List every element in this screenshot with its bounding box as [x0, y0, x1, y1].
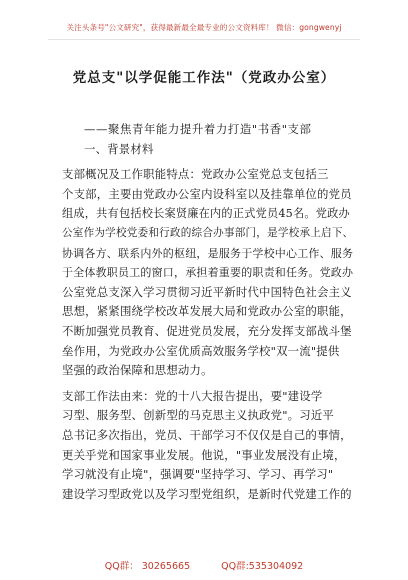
paragraph-line: 学习就没有止境"，强调要"坚持学习、学习、再学习"	[62, 467, 334, 482]
paragraph-1	[62, 165, 354, 381]
paragraph-line: 总书记多次指出，党员、干部学习不仅仅是自己的事情，	[62, 427, 352, 442]
document-subtitle: ——聚焦青年能力提升着力打造"书香"支部	[84, 122, 312, 136]
document-body	[62, 120, 354, 504]
paragraph-line: 垒作用，为党政办公室优质高效服务学校"双一流"提供	[62, 343, 340, 358]
header-banner: 关注头条号"公文研究"，获得最新最全最专业的公文资料库！ 微信：gongwenyj	[66, 23, 342, 32]
paragraph-line: 支部工作法由来：党的十八大报告提出，要"建设学	[62, 388, 323, 403]
footer-qq-group-1: QQ群： 30265665	[104, 561, 191, 572]
paragraph-line: 组成，共有包括校长案贤廉在内的正式党员45名。党政办	[62, 207, 350, 221]
paragraph-2	[62, 387, 354, 505]
section-heading: 一、背景材料	[84, 141, 154, 156]
footer-contact	[0, 558, 408, 572]
footer-qq-group-2: QQ群:535304092	[221, 561, 304, 572]
paragraph-line: 于全体教职员工的窗口，承担着重要的职责和任务。党政办	[62, 266, 354, 280]
paragraph-line: 思想，紧紧围绕学校改革发展大局和党政办公室的职能，	[62, 304, 352, 319]
document-title: 党总支"以学促能工作法"（党政办公室）	[72, 70, 336, 86]
paragraph-line: 公室作为学校党委和行政的综合办事部门，是学校承上启下、	[62, 226, 354, 239]
paragraph-line: 建设学习型政党以及学习型党组织，是新时代党建工作的	[62, 486, 352, 501]
paragraph-line: 更关乎党和国家事业发展。他说，"事业发展没有止境，	[62, 447, 346, 462]
paragraph-line: 个支部，主要由党政办公室内设科室以及挂靠单位的党员	[62, 186, 352, 201]
paragraph-line: 坚强的政治保障和思想动力。	[62, 363, 213, 378]
paragraph-line: 习型、服务型、创新型的马克思主义执政党"。习近平	[62, 408, 335, 423]
paragraph-line: 不断加强党员教育、促进党员发展，充分发挥支部战斗堡	[62, 323, 352, 338]
header-divider	[48, 39, 360, 40]
paragraph-line: 支部概况及工作职能特点：党政办公室党总支包括三	[62, 167, 329, 182]
paragraph-line: 协调各方、联系内外的枢纽，是服务于学校中心工作、服务	[62, 246, 354, 260]
paragraph-line: 公室党总支深入学习贯彻习近平新时代中国特色社会主义	[62, 284, 352, 299]
